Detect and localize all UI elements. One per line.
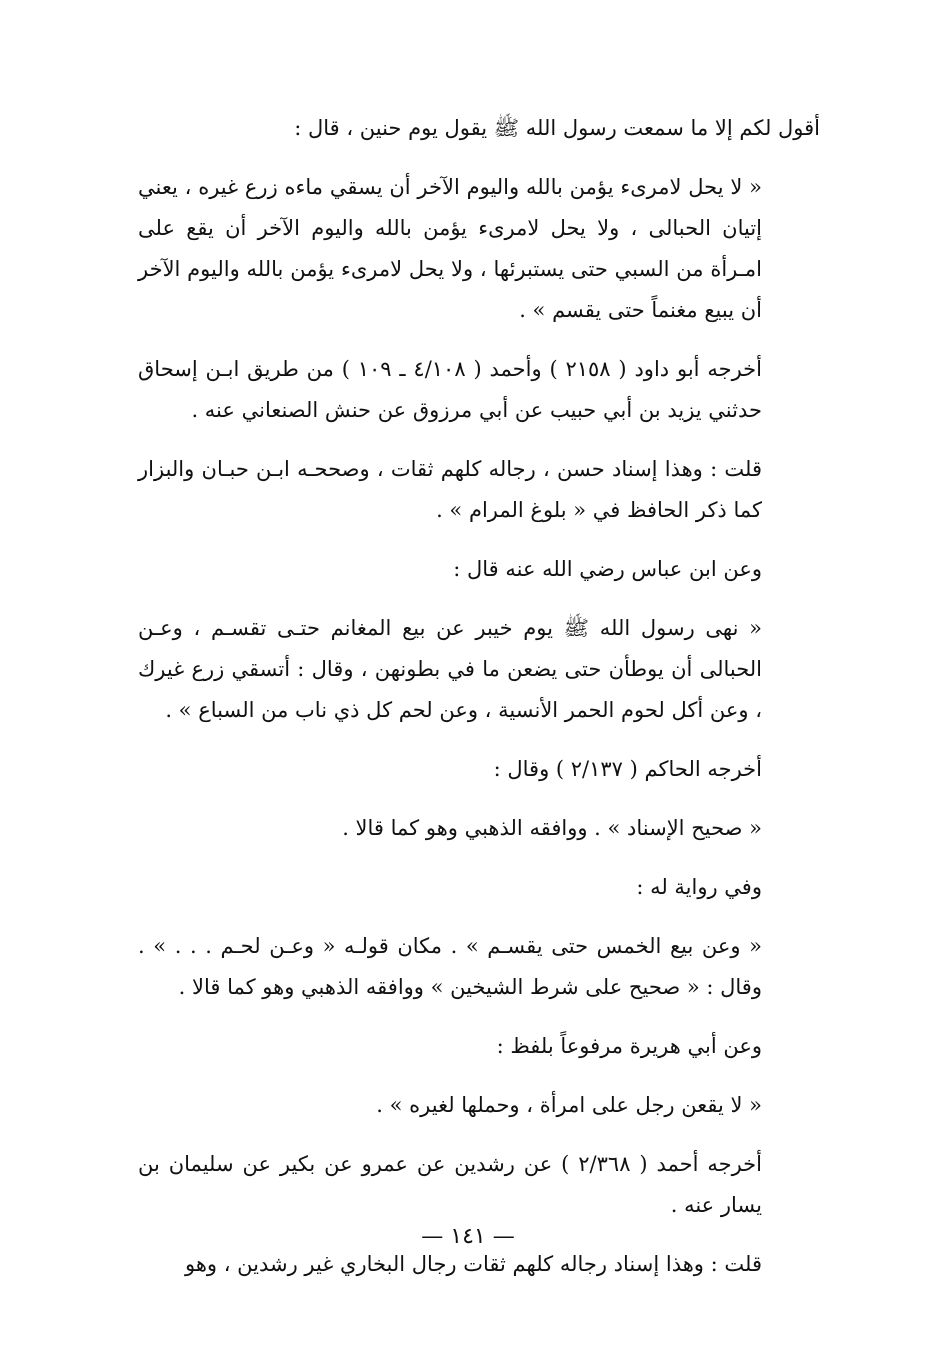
narration-intro: وعن أبي هريرة مرفوعاً بلفظ :: [496, 1034, 762, 1058]
hadith-quote: « نهى رسول الله ﷺ يوم خيبر عن بيع المغانم حتـى تقسـم ، وعـن الحبالى أن يوطأن حتى يضعن ما في بطونهن ، وقال : أتسقي زرع غيرك ، وعن أكل لحوم الحمر الأنسية ، وعن لحم كل ذي ناب من السباع » .: [138, 616, 762, 722]
commentary-paragraph: قلت : وهذا إسناد رجاله كلهم ثقات رجال البخاري غير رشدين ، وهو: [184, 1252, 762, 1276]
hadith-quote: « لا يحل لامرىء يؤمن بالله واليوم الآخر أن يسقي ماءه زرع غيره ، يعني إتيان الحبالى ، ولا يحل لامرىء يؤمن بالله واليوم الآخر أن يقع على امـرأة من السبي حتى يستبرئها ، ولا يحل لامرىء يؤمن بالله واليوم الآخر أن يبيع مغنماً حتى يقسم » .: [138, 175, 762, 322]
grading-quote: « صحيح الإسناد » . ووافقه الذهبي وهو كما قالا .: [342, 816, 762, 840]
commentary-paragraph: قلت : وهذا إسناد حسن ، رجاله كلهم ثقات ، وصححـه ابـن حبـان والبزار كما ذكر الحافظ في « بلوغ المرام » .: [138, 457, 762, 522]
takhrij-paragraph: أخرجه الحاكم ( ٢/١٣٧ ) وقال :: [493, 757, 762, 781]
narration-intro: وفي رواية له :: [636, 875, 762, 899]
takhrij-paragraph: أخرجه أحمد ( ٢/٣٦٨ ) عن رشدين عن عمرو عن بكير عن سليمان بن يسار عنه .: [138, 1152, 762, 1217]
hadith-quote: « لا يقعن رجل على امرأة ، وحملها لغيره » .: [376, 1093, 762, 1117]
body-text: [138, 108, 820, 1303]
page-number: — ١٤١ —: [421, 1224, 515, 1249]
paragraph: أقول لكم إلا ما سمعت رسول الله ﷺ يقول يوم حنين ، قال :: [294, 116, 820, 140]
takhrij-paragraph: أخرجه أبو داود ( ٢١٥٨ ) وأحمد ( ٤/١٠٨ ـ ١٠٩ ) من طريق ابـن إسحاق حدثني يزيد بن أبي حبيب عن أبي مرزوق عن حنش الصنعاني عنه .: [138, 357, 762, 422]
narration-intro: وعن ابن عباس رضي الله عنه قال :: [453, 557, 762, 581]
variant-note: « وعن بيع الخمس حتى يقسـم » . مكان قولـه « وعـن لحـم . . . » . وقال : « صحيح على شرط الشيخين » ووافقه الذهبي وهو كما قالا .: [138, 934, 762, 999]
